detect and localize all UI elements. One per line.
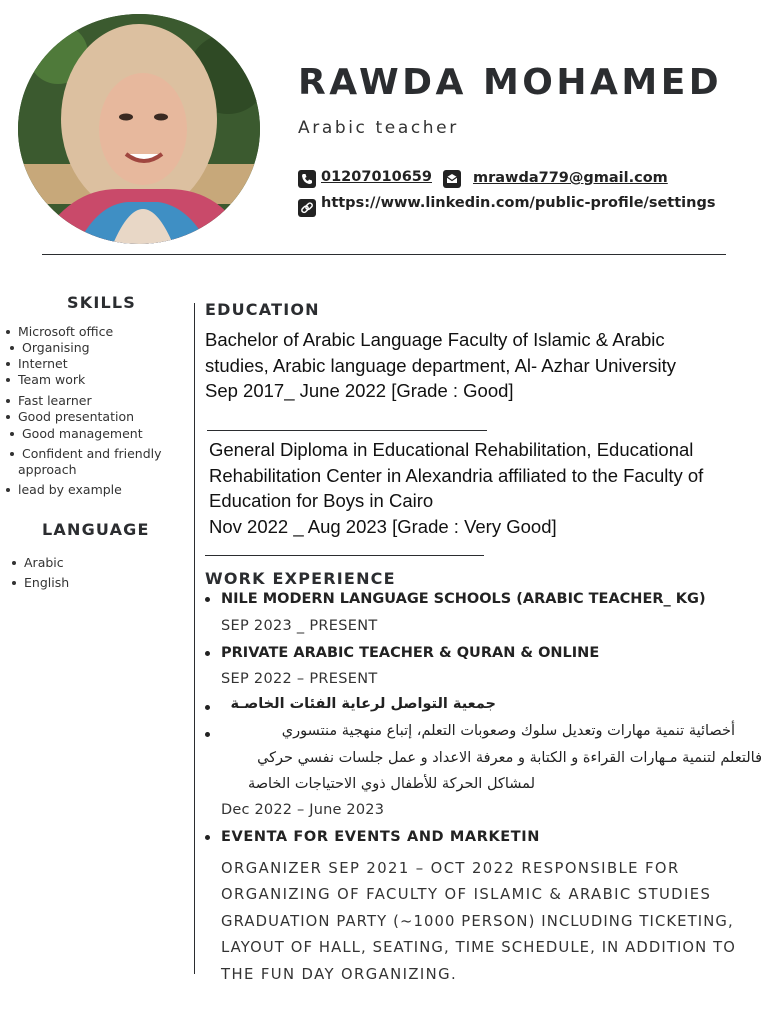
education-line: Nov 2022 _ Aug 2023 [Grade : Very Good] xyxy=(209,515,557,537)
job-desc-arabic: لمشاكل الحركة للأطفال ذوي الاحتياجات الخاصة xyxy=(247,776,535,792)
education-entry xyxy=(209,437,703,539)
language-item: English xyxy=(24,575,70,590)
description-line: GRADUATION PARTY (~1000 PERSON) INCLUDING TICKETING, xyxy=(221,912,734,930)
work-heading: WORK EXPERIENCE xyxy=(205,569,396,588)
skill-item: Internet xyxy=(18,356,68,371)
job-title: EVENTA FOR EVENTS AND MARKETIN xyxy=(221,829,541,845)
skills-heading: SKILLS xyxy=(67,293,136,312)
column-divider xyxy=(194,303,195,974)
skill-item: Good management xyxy=(22,426,143,441)
phone-icon xyxy=(298,170,316,192)
skill-item: lead by example xyxy=(18,482,122,497)
description-line: ORGANIZER SEP 2021 – OCT 2022 RESPONSIBLE FOR xyxy=(221,860,680,877)
link-icon xyxy=(298,199,316,221)
phone-number[interactable]: 01207010659 xyxy=(321,169,432,185)
job-title: PRIVATE ARABIC TEACHER & QURAN & ONLINE xyxy=(221,645,600,661)
email-link[interactable]: mrawda779@gmail.com xyxy=(473,170,668,186)
description-line: ORGANIZING OF FACULTY OF ISLAMIC & ARABIC STUDIES xyxy=(221,886,712,904)
education-divider xyxy=(205,555,484,556)
skill-item: Fast learner xyxy=(18,393,92,408)
description-line: LAYOUT OF HALL, SEATING, TIME SCHEDULE, IN ADDITION TO xyxy=(221,939,737,957)
bullet-dot xyxy=(205,732,210,737)
linkedin-link[interactable]: https://www.linkedin.com/public-profile/settings xyxy=(321,195,716,211)
profile-photo xyxy=(18,14,260,244)
language-heading: LANGUAGE xyxy=(42,520,150,539)
job-date: SEP 2022 – PRESENT xyxy=(221,671,378,687)
job-date: Dec 2022 – June 2023 xyxy=(221,802,385,818)
description-line: THE FUN DAY ORGANIZING. xyxy=(221,965,458,983)
header-divider xyxy=(42,254,726,255)
skill-item-continued: approach xyxy=(18,462,77,477)
skill-item: Team work xyxy=(18,372,86,387)
job-description xyxy=(221,856,761,988)
education-line: Sep 2017_ June 2022 [Grade : Good] xyxy=(205,380,514,401)
job-date: SEP 2023 _ PRESENT xyxy=(221,618,378,634)
education-entry xyxy=(205,327,676,404)
skill-item: Confident and friendly xyxy=(22,446,162,461)
education-line: Bachelor of Arabic Language Faculty of Islamic & Arabic xyxy=(205,329,665,350)
job-desc-arabic: أخصائية تنمية مهارات وتعديل سلوك وصعوبات التعلم، إتباع منهجية منتسوري xyxy=(281,723,735,739)
skill-item: Good presentation xyxy=(18,409,135,424)
bullet-dot xyxy=(205,705,210,710)
job-title-arabic: جمعية التواصل لرعاية الفئات الخاصـة xyxy=(230,696,496,712)
education-divider xyxy=(207,430,487,431)
skill-item: Organising xyxy=(22,340,90,355)
email-icon xyxy=(443,170,461,192)
candidate-name: RAWDA MOHAMED xyxy=(298,62,723,103)
job-title: NILE MODERN LANGUAGE SCHOOLS (ARABIC TEACHER_ KG) xyxy=(221,591,706,607)
language-item: Arabic xyxy=(24,555,64,570)
job-desc-arabic: فالتعلم لتنمية مـهارات القراءة و الكتابة و معرفة الاعداد و عمل جلسات نفسي حركي xyxy=(257,750,762,766)
education-line: General Diploma in Educational Rehabilitation, Educational xyxy=(209,439,694,460)
education-line: Education for Boys in Cairo xyxy=(209,490,434,511)
candidate-role: Arabic teacher xyxy=(298,118,459,138)
education-line: Rehabilitation Center in Alexandria affiliated to the Faculty of xyxy=(209,464,704,486)
education-line: studies, Arabic language department, Al- Azhar University xyxy=(205,354,676,376)
education-heading: EDUCATION xyxy=(205,300,320,319)
skill-item: Microsoft office xyxy=(18,324,114,339)
